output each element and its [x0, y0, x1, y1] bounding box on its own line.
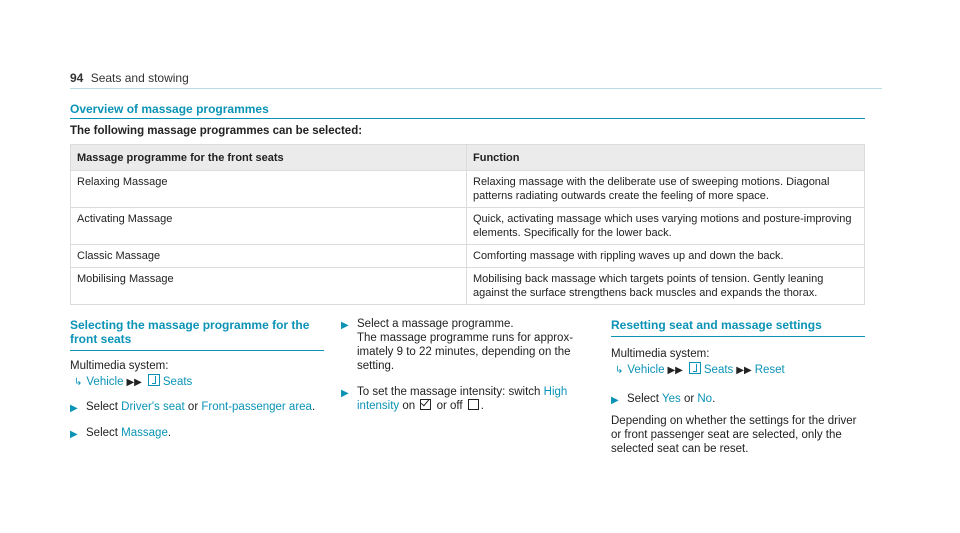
- table-row: [71, 208, 865, 245]
- step-line: The massage programme runs for approx-: [357, 332, 574, 344]
- step-or: or: [187, 401, 199, 413]
- table-cell-function: Relaxing massage with the deliberate use of sweeping motions. Diagonal patterns radiating outwards create the feeling of more space.: [467, 171, 865, 208]
- seat-icon: [689, 362, 701, 374]
- table-row: [71, 245, 865, 268]
- menu-seats[interactable]: Seats: [703, 364, 734, 376]
- selecting-title: [70, 318, 324, 346]
- step-line: imately 9 to 22 minutes, depending on the: [357, 346, 571, 358]
- step-end: .: [480, 400, 484, 412]
- massage-programme-table: [70, 144, 865, 305]
- step-line: Select a massage programme.: [357, 318, 514, 330]
- step-select-programme: [341, 317, 591, 373]
- table-row: [71, 268, 865, 305]
- step-bullet-icon: ▶: [611, 395, 619, 406]
- resetting-section: [611, 318, 865, 456]
- step-prefix: Select: [86, 427, 118, 439]
- step-select-massage: [70, 426, 324, 442]
- step-bullet-icon: ▶: [341, 320, 349, 331]
- table-header-programme: Massage programme for the front seats: [71, 145, 467, 171]
- selecting-title-line2: front seats: [70, 332, 132, 346]
- menu-vehicle[interactable]: Vehicle: [627, 364, 665, 376]
- step-or: or: [683, 393, 695, 405]
- step-on: on: [402, 400, 416, 412]
- seat-icon: [148, 374, 160, 386]
- menu-reset[interactable]: Reset: [754, 364, 785, 376]
- step-select-seat: [70, 400, 324, 416]
- step-prefix: Select: [627, 393, 659, 405]
- step-line: setting.: [357, 360, 395, 372]
- table-cell-programme: Relaxing Massage: [71, 171, 467, 208]
- page-number: 94: [70, 71, 84, 85]
- step-end: .: [712, 393, 716, 405]
- double-chevron-icon: ▶▶: [667, 365, 683, 376]
- option-no[interactable]: No: [697, 393, 713, 405]
- step-or-off: or off: [436, 400, 463, 412]
- table-cell-programme: Mobilising Massage: [71, 268, 467, 305]
- table-row: [71, 171, 865, 208]
- table-cell-function: Mobilising back massage which targets points of tension. Gently leaning against the surface strengthens back muscles and expands the thorax.: [467, 268, 865, 305]
- step-prefix: Select: [86, 401, 118, 413]
- table-header-function: Function: [467, 145, 865, 171]
- step-text: [627, 392, 715, 408]
- step-bullet-icon: ▶: [70, 403, 78, 414]
- option-front-passenger-area[interactable]: Front-passenger area: [201, 401, 312, 413]
- step-confirm-reset: [611, 392, 865, 408]
- step-text: [357, 385, 567, 413]
- option-yes[interactable]: Yes: [661, 393, 681, 405]
- option-drivers-seat[interactable]: Driver's seat: [121, 401, 185, 413]
- selecting-title-underline: [70, 350, 324, 351]
- table-cell-programme: Activating Massage: [71, 208, 467, 245]
- step-end: .: [311, 401, 316, 413]
- option-high-intensity-cont[interactable]: intensity: [357, 400, 400, 412]
- menu-seats[interactable]: Seats: [162, 376, 193, 388]
- massage-steps-section: [341, 311, 591, 413]
- step-text: [357, 317, 573, 373]
- reset-note: [611, 414, 865, 456]
- header-divider: [70, 88, 882, 89]
- step-bullet-icon: ▶: [70, 429, 78, 440]
- note-line: Depending on whether the settings for the driver: [611, 415, 857, 427]
- page-header: [70, 71, 189, 85]
- step-text: [86, 400, 315, 416]
- double-chevron-icon: ▶▶: [126, 377, 142, 388]
- path-arrow-icon: ↳: [74, 377, 83, 388]
- menu-path: [615, 362, 865, 378]
- system-label: Multimedia system:: [70, 360, 169, 372]
- selecting-title-line1: Selecting the massage programme for the: [70, 318, 310, 332]
- option-high-intensity[interactable]: High: [543, 386, 568, 398]
- checkbox-unchecked-icon: [468, 399, 479, 410]
- step-set-intensity: [341, 385, 591, 413]
- step-end: .: [167, 427, 172, 439]
- table-cell-function: Comforting massage with rippling waves up and down the back.: [467, 245, 865, 268]
- chapter-title: Seats and stowing: [90, 71, 189, 85]
- selecting-section: [70, 318, 324, 442]
- overview-intro: The following massage programmes can be selected:: [70, 125, 363, 137]
- step-text: [86, 426, 171, 442]
- system-label: Multimedia system:: [611, 348, 710, 360]
- checkbox-checked-icon: [420, 399, 431, 410]
- double-chevron-icon: ▶▶: [736, 365, 752, 376]
- table-header-row: [71, 145, 865, 171]
- menu-path: [74, 374, 324, 390]
- step-bullet-icon: ▶: [341, 388, 349, 399]
- overview-title: Overview of massage programmes: [70, 102, 269, 116]
- resetting-title: Resetting seat and massage settings: [611, 318, 822, 332]
- menu-vehicle[interactable]: Vehicle: [86, 376, 124, 388]
- note-line: selected seat can be reset.: [611, 443, 749, 455]
- resetting-title-underline: [611, 336, 865, 337]
- note-line: or front passenger seat are selected, only the: [611, 429, 842, 441]
- table-cell-programme: Classic Massage: [71, 245, 467, 268]
- step-text-main: To set the massage intensity: switch: [357, 386, 541, 398]
- option-massage[interactable]: Massage: [121, 427, 168, 439]
- path-arrow-icon: ↳: [615, 365, 624, 376]
- table-cell-function: Quick, activating massage which uses varying motions and posture-improving elements. Specifically for the lower back.: [467, 208, 865, 245]
- overview-title-underline: [70, 118, 865, 119]
